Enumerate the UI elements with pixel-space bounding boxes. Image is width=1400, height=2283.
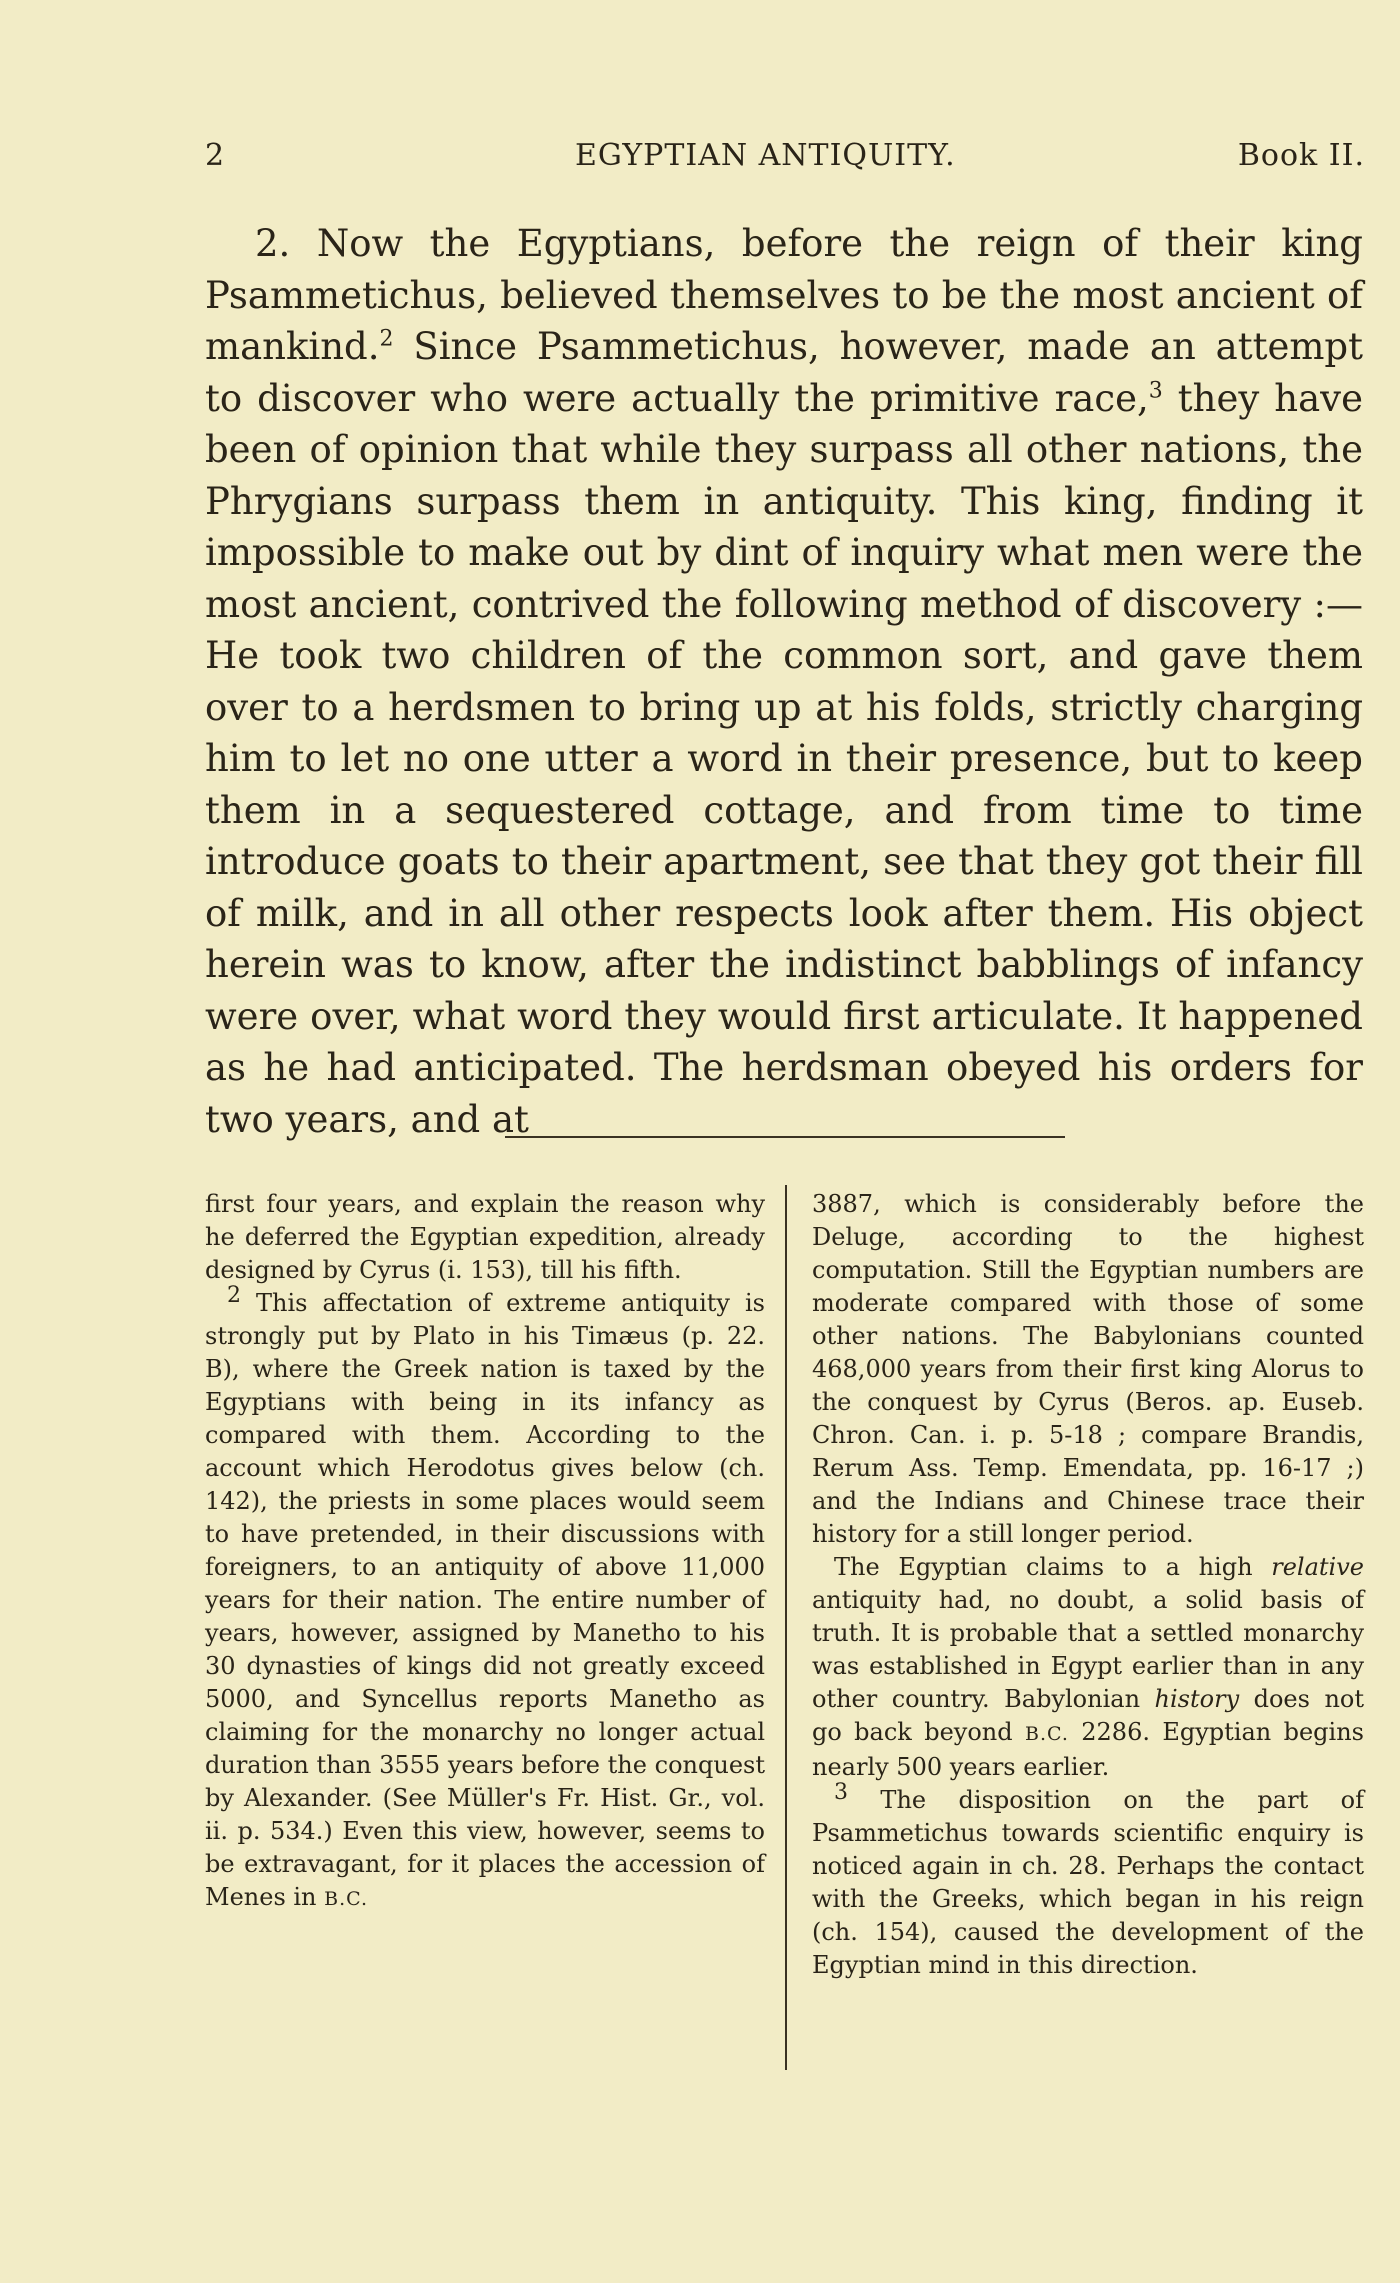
footnotes-right-column [812,1188,1364,1982]
main-text-part: 2. Now the Egyptians, before the reign of their king Psammetichus, believed themselves to be the most ancient of mankind. [205,222,1363,368]
footnote-mark: 3 [834,1780,848,1805]
footnote-continuation [205,1188,765,1287]
main-text-part: they have been of opinion that while they surpass all other nations, the Phrygians surpass them in antiquity. This king, finding it impossible to make out by dint of inquiry what men were the most ancient, contrived the following method of discovery :— He took two children of the common sort, and gave them over to a herdsmen to bring up at his folds, strictly charging him to let no one utter a word in their presence, but to keep them in a sequestered cottage, and from time to time introduce goats to their apartment, see that they got their fill of milk, and in all other respects look after them. His object herein was to know, after the indistinct babblings of infancy were over, what word they would first articulate. It happened as he had anticipated. The herdsman obeyed his orders for two years, and at [205,376,1363,1141]
page-number: 2 [205,138,226,173]
footnote-italic: history [1154,1685,1240,1713]
footnote-italic: relative [1271,1553,1364,1581]
footnote-2-paragraph [812,1551,1364,1784]
footnote-text: This affectation of extreme antiquity is strongly put by Plato in his Timæus (p. 22. B), where the Greek nation is taxed by the Egyptians with being in its infancy as compared with them. According to the account which Herodotus gives below (ch. 142), the priests in some places would seem to have pretended, in their discussions with foreigners, to an antiquity of above 11,000 years for their nation. The entire number of years, however, assigned by Manetho to his 30 dynasties of kings did not greatly exceed 5000, and Syncellus reports Manetho as claiming for the monarchy no longer actual duration than 3555 years before the conquest by Alexander. (See Müller's Fr. Hist. Gr., vol. ii. p. 534.) Even this view, however, seems to be extravagant, for it places the accession of Menes in [205,1289,765,1911]
column-divider [785,1185,787,2070]
footnote-separator [505,1136,1065,1138]
main-paragraph [205,218,1363,1145]
footnote-2-continued [812,1188,1364,1551]
book-label: Book II. [1237,138,1365,173]
footnotes-left-column [205,1188,765,1916]
footnote-ref-3: 3 [1148,378,1163,404]
main-text-part: Since Psammetichus, however, made an attempt to discover who were actually the primitive race, [205,325,1363,420]
running-head [205,138,1365,188]
footnote-text: first four years, and explain the reason why he deferred the Egyptian expedition, already designed by Cyrus (i. 153), till his fifth. [205,1190,765,1284]
footnote-3 [812,1780,1364,1982]
footnote-mark: 2 [227,1283,241,1308]
footnote-text: antiquity had, no doubt, a solid basis of truth. It is probable that a settled monarchy was established in Egypt earlier than in any other country. Babylonian [812,1586,1364,1713]
footnote-text: 3887, which is considerably before the Deluge, according to the highest computation. Still the Egyptian numbers are moderate compared with those of some other nations. The Babylonians counted 468,000 years from their first king Alorus to the conquest by Cyrus (Beros. ap. Euseb. Chron. Can. i. p. 5-18 ; compare Brandis, Rerum Ass. Temp. Emendata, pp. 16-17 ;) and the Indians and Chinese trace their history for a still longer period. [812,1190,1364,1548]
footnote-text: does not go back beyond [812,1685,1365,1746]
footnote-text: 2286. Egyptian begins nearly 500 years earlier. [812,1718,1364,1781]
footnote-abbrev: B.C. [1024,1723,1069,1745]
footnote-text: The disposition on the part of Psammetichus towards scientific enquiry is noticed again in ch. 28. Perhaps the contact with the Greeks, which began in his reign (ch. 154), caused the development of the Egyptian mind in this direction. [812,1786,1364,1979]
footnote-text: The Egyptian claims to a high [834,1553,1272,1581]
footnote-abbrev: B.C. [324,1888,369,1910]
running-title: EGYPTIAN ANTIQUITY. [575,138,956,173]
footnote-ref-2: 2 [379,326,394,352]
footnote-2 [205,1283,765,1916]
